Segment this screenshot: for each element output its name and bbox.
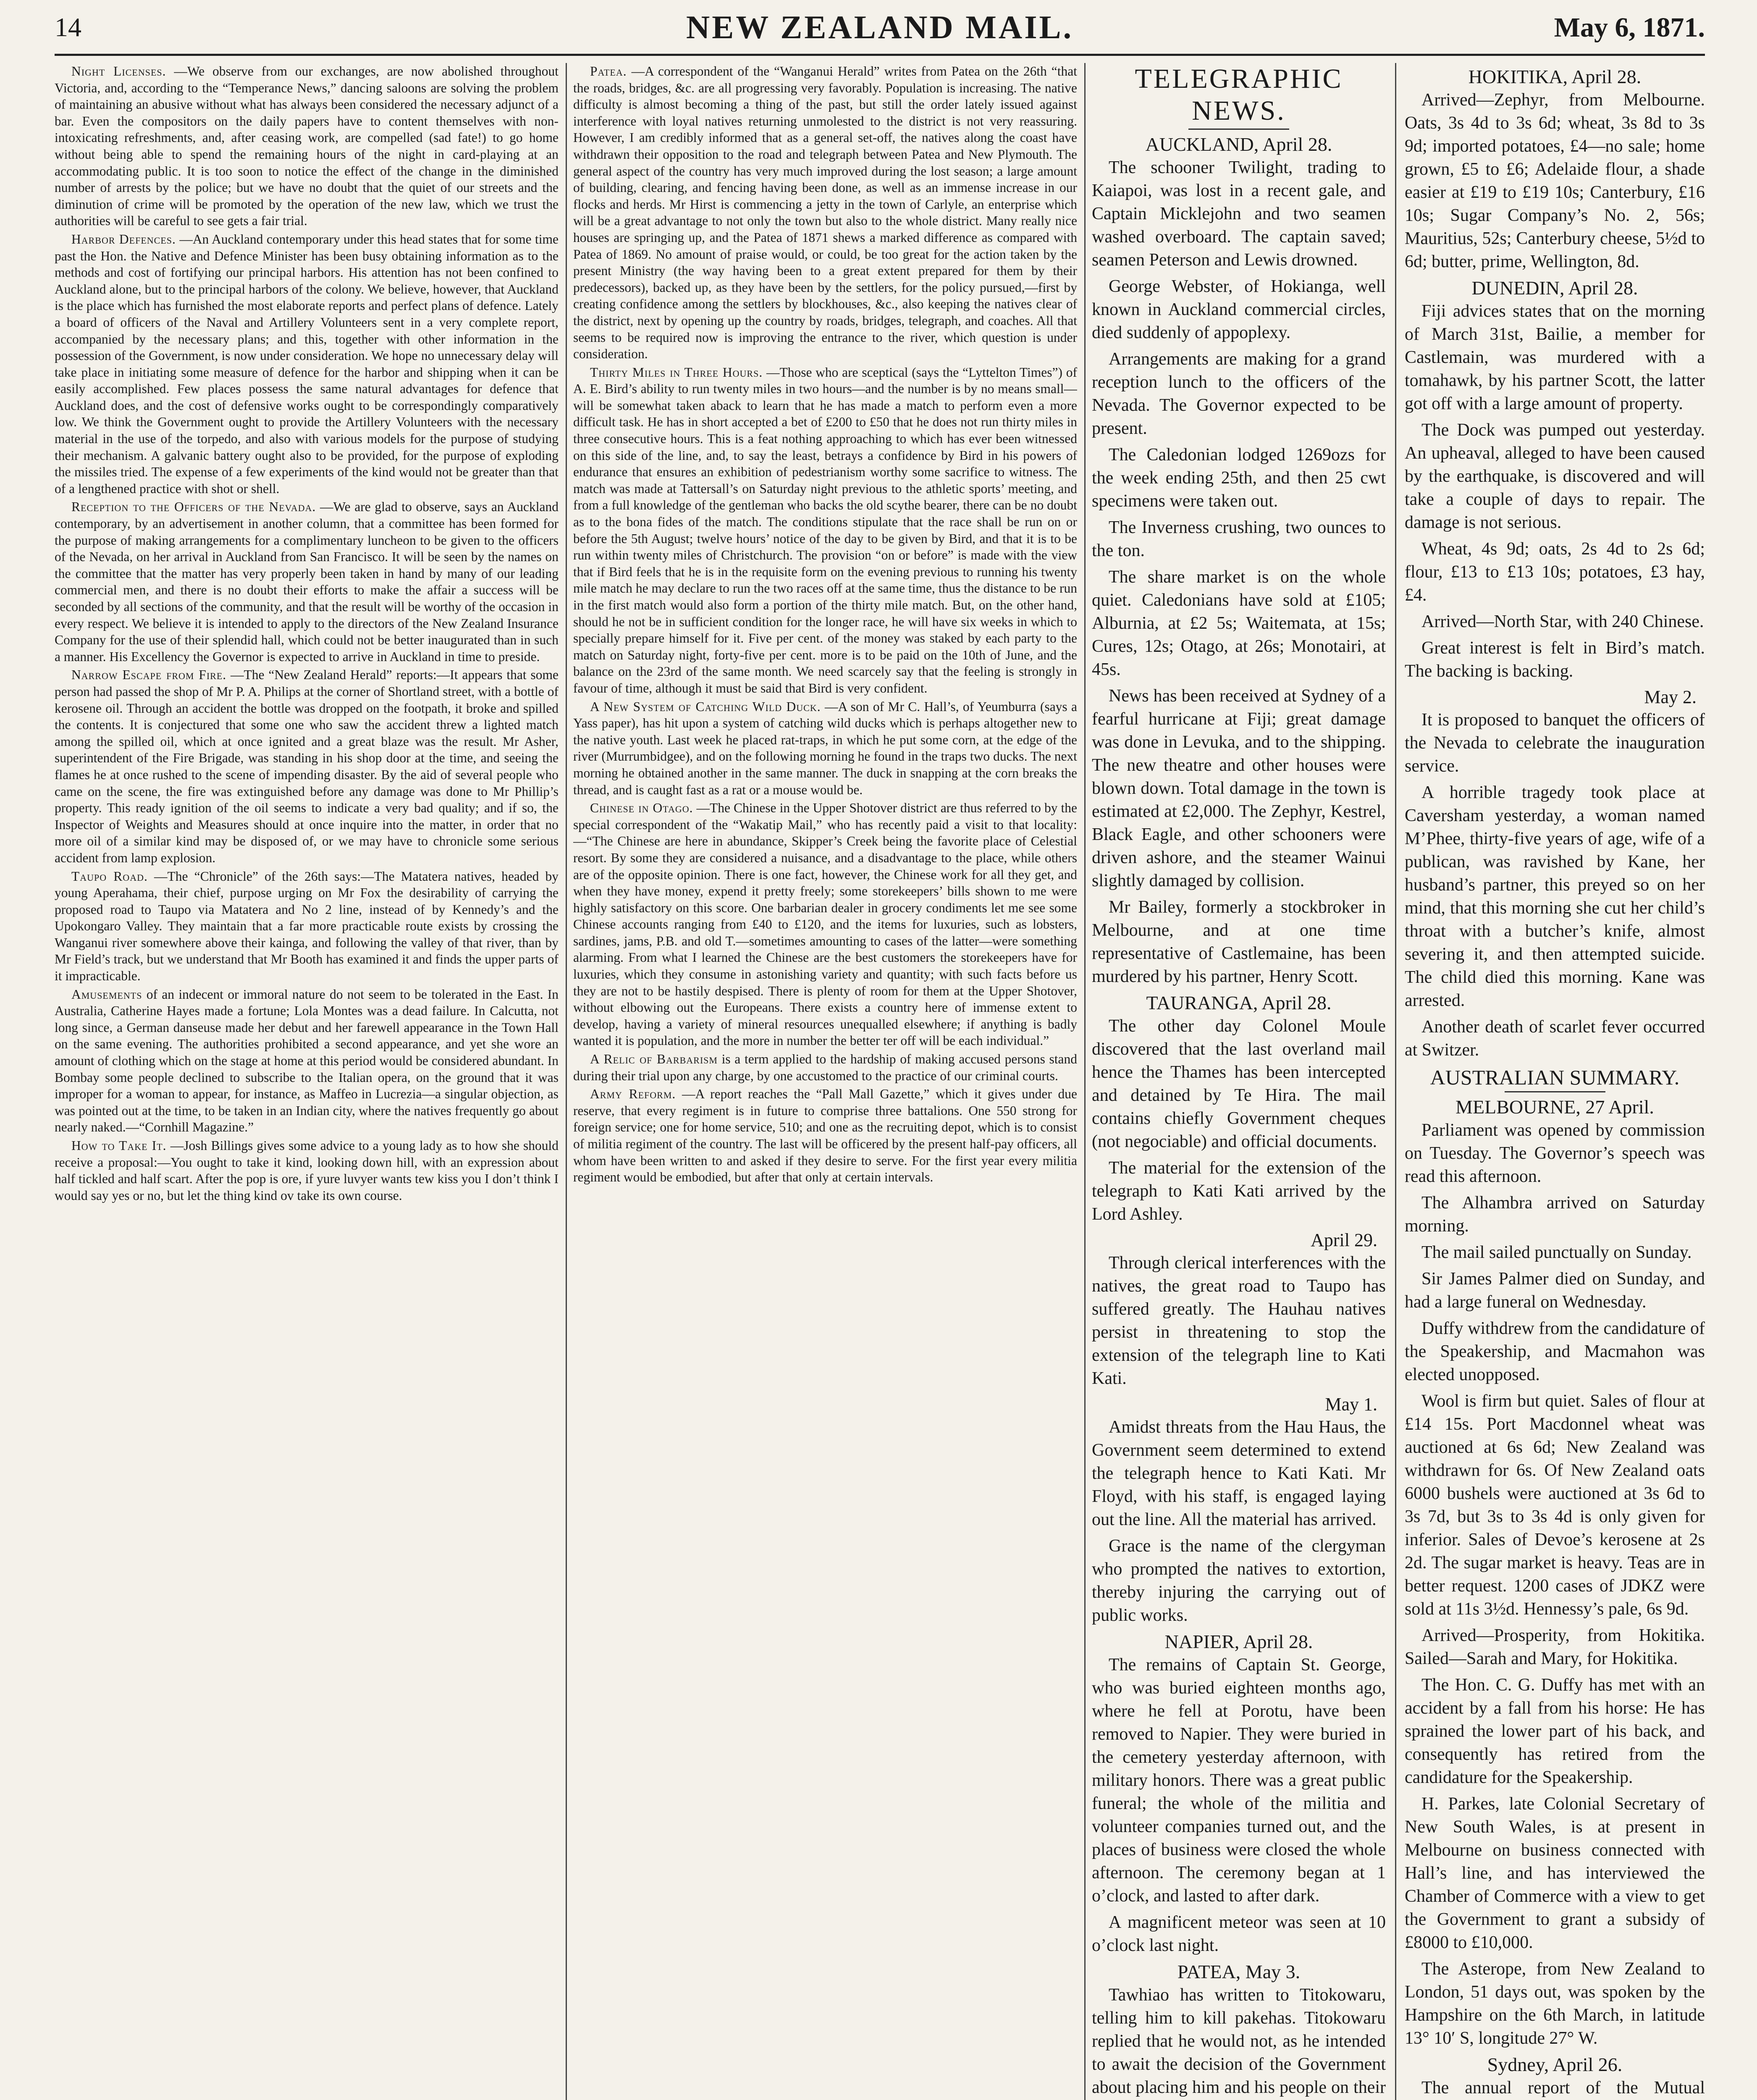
news-paragraph: Duffy withdrew from the candidature of the Speakership, and Macmahon was elected unopposed. <box>1405 1319 1705 1384</box>
issue-date: May 6, 1871. <box>1554 12 1705 43</box>
article-heading: Amusements <box>71 987 142 1002</box>
header-rule <box>55 54 1705 56</box>
article-heading: Army Reform. <box>590 1087 676 1102</box>
section-heading: AUSTRALIAN SUMMARY. <box>1430 1066 1680 1089</box>
article-text: —We observe from our exchanges, are now abolished throughout Victoria, and, according to the “Temperance News,” dancing saloons are solving the problem of maintaining an abusive without what has always been considered the necessary adjunct of a bar. Even the compositors on the daily papers have to content themselves with non-intoxicating refreshments, and, after ceasing work, are compelled (sad fate!) to go home without being able to spend the remaining hours of the night in card-playing at an accommodating public. It is too soon to notice the effect of the change in the diminished number of arrests by the police; but we have no doubt that the quiet of our streets and the diminution of crime will be promoted by the operation of the new law, which we trust the authorities will be careful to see gets a fair trial. <box>55 64 559 228</box>
article-paragraph <box>55 231 559 497</box>
article-text: of an indecent or immoral nature do not seem to be tolerated in the East. In Australia, Catherine Hayes made a fortune; Lola Montes was a dead failure. In Calcutta, not long since, a German danseuse made her debut and her farewell appearance in the Town Hall on the same evening. The authorities prohibited a second appearance, and yet she wore an amount of clothing which on the stage at home at this period would be considered abundant. In Bombay some people declined to subscribe to the Italian opera, on the ground that it was improper for a woman to appear, for instance, as Maffeo in Lucrezia—a singular objection, as was pointed out at the time, to be taken in an Indian city, where the natives frequently go about nearly naked.—“Cornhill Magazine.” <box>55 987 559 1135</box>
news-paragraph: H. Parkes, late Colonial Secretary of New South Wales, is at present in Melbourne on business connected with Hall’s line, and has interviewed the Chamber of Commerce with a view to get the Government to grant a subsidy of £8000 to £10,000. <box>1405 1794 1705 1952</box>
column-divider <box>1395 63 1396 2100</box>
article-heading: Thirty Miles in Three Hours. <box>590 365 763 380</box>
column-1 <box>55 63 559 2100</box>
article-paragraph <box>55 63 559 229</box>
news-paragraph: Fiji advices states that on the morning of March 31st, Bailie, a member for Castlemain, was murdered with a tomahawk, by his partner Scott, the latter got off with a large amount of property. <box>1405 302 1705 413</box>
article-text: is a term applied to the hardship of making accused persons stand during their trial upon any charge, by one accustomed to the practice of our criminal courts. <box>573 1052 1077 1083</box>
article-text: —Those who are sceptical (says the “Lyttelton Times”) of A. E. Bird’s ability to run twenty miles in two hours—and the number is by no means small—will be somewhat taken aback to learn that he has made a match to perform even a more difficult task. He has in short accepted a bet of £200 to £50 that he does not run thirty miles in three consecutive hours. This is a feat nothing approaching to which has ever been witnessed on this side of the line, and, to say the least, betrays a confidence by Bird in his powers of endurance that ensures an exhibition of pedestrianism worthy some sacrifice to witness. The match was made at Tattersall’s on Saturday night previous to the athletic sports’ meeting, and from a full knowledge of the gentleman who backs the old scythe bearer, there can be no doubt as to the bona fides of the match. The conditions stipulate that the race shall be run on or before the 5th August; twelve hours’ notice of the day to be given by Bird, and that it is to be run within twenty miles of Christchurch. The provision “on or before” is made with the view that if Bird feels that he is in the requisite form on the evening previous to running his twenty mile match he may declare to run the two races off at the same time, thus the distance to be run in the first match would also form a portion of the thirty mile match. But, on the other hand, should he not be in sufficient condition for the longer race, he will have six weeks in which to specially prepare himself for it. Five per cent. of the money was staked by each party to the match on Saturday night, forty-five per cent. more is to be paid on the 10th of June, and the balance on the 23rd of the same month. We need scarcely say that the feeling is strongly in favour of time, although it must be said that Bird is very confident. <box>573 365 1077 696</box>
article-heading: A New System of Catching Wild Duck. <box>590 699 821 714</box>
news-paragraph: Wool is firm but quiet. Sales of flour at £14 15s. Port Macdonnel wheat was auctioned at 6s 6d; New Zealand was withdrawn for 6s. Of New Zealand oats 6000 bushels were auctioned at 3s 6d to 3s 7d, but 3s to 3s 4d is only given for inferior. Sales of Devoe’s kerosene at 2s 2d. The sugar market is heavy. Teas are in better request. 1200 cases of JDKZ were sold at 11s 3½d. Hennessy’s pale, 6s 9d. <box>1405 1391 1705 1619</box>
news-paragraph: Sir James Palmer died on Sunday, and had a large funeral on Wednesday. <box>1405 1269 1705 1312</box>
newspaper-title: NEW ZEALAND MAIL. <box>686 9 1074 45</box>
news-paragraph: The other day Colonel Moule discovered that the last overland mail hence the Thames has been intercepted and detained by Te Hira. The mail contains chiefly Government cheques (not negociable) and official documents. <box>1092 1016 1386 1151</box>
news-paragraph: Great interest is felt in Bird’s match. The backing is backing. <box>1405 638 1705 681</box>
article-heading: Reception to the Officers of the Nevada. <box>71 499 316 514</box>
article-heading: Night Licenses. <box>71 64 166 79</box>
dateline: AUCKLAND, April 28. <box>1145 134 1332 155</box>
news-paragraph: The Inverness crushing, two ounces to the ton. <box>1092 518 1386 560</box>
news-paragraph: Arrived—North Star, with 240 Chinese. <box>1421 612 1704 631</box>
news-paragraph: The Alhambra arrived on Saturday morning. <box>1405 1193 1705 1236</box>
article-heading: How to Take It. <box>71 1138 167 1153</box>
article-text: —A report reaches the “Pall Mall Gazette,” which it gives under due reserve, that every regiment is in future to comprise three battalions. One 550 strong for foreign service; one for home service, 510; and one as the recruiting depot, which is to consist of militia regiment of the country. The last will be officered by the present half-pay officers, all whom have been written to and asked if they desire to serve. For the first year every militia regiment would be embodied, but after that only at certain intervals. <box>573 1087 1077 1185</box>
article-paragraph <box>55 667 559 866</box>
article-text: —A son of Mr C. Hall’s, of Yeumburra (says a Yass paper), has hit upon a system of catching wild ducks which is perhaps altogether new to the native youth. Last week he placed rat-traps, in which he put some corn, at the edge of the river (Murrumbidgee), and on the following morning he found in the traps two ducks. The next morning he obtained another in the same manner. The duck in snapping at the corn breaks the thread, and is caught fast as a rat or a mouse would be. <box>573 699 1077 797</box>
column-divider <box>1084 63 1086 2100</box>
news-paragraph: George Webster, of Hokianga, well known in Auckland commercial circles, died suddenly of appoplexy. <box>1092 277 1386 342</box>
section-rule <box>1505 1091 1605 1092</box>
dateline: MELBOURNE, 27 April. <box>1455 1096 1654 1118</box>
news-paragraph: The remains of Captain St. George, who was buried eighteen months ago, where he fell at Porotu, have been removed to Napier. They were buried in the cemetery yesterday afternoon, with military honors. There was a great public funeral; the whole of the militia and volunteer companies turned out, and the places of business were closed the whole afternoon. The ceremony began at 1 o’clock, and lasted to after dark. <box>1092 1655 1386 1906</box>
article-paragraph <box>55 868 559 984</box>
dateline-date: April 29. <box>1311 1230 1377 1250</box>
dateline: TAURANGA, April 28. <box>1146 992 1332 1013</box>
article-paragraph <box>55 986 559 1136</box>
article-heading: Taupo Road. <box>71 869 148 884</box>
news-paragraph: It is proposed to banquet the officers of the Nevada to celebrate the inauguration service. <box>1405 710 1705 776</box>
article-paragraph <box>55 499 559 665</box>
news-paragraph: Another death of scarlet fever occurred at Switzer. <box>1405 1017 1705 1060</box>
dateline: DUNEDIN, April 28. <box>1471 277 1638 299</box>
article-paragraph <box>573 364 1077 697</box>
news-paragraph: Amidst threats from the Hau Haus, the Government seem determined to extend the telegraph hence to Kati Kati. Mr Floyd, with his staff, is engaged laying out the line. All the material has arrived. <box>1092 1418 1386 1529</box>
column-2 <box>573 63 1077 2100</box>
article-paragraph <box>573 800 1077 1049</box>
dateline-date: May 2. <box>1644 687 1697 707</box>
news-paragraph: The Asterope, from New Zealand to London, 51 days out, was spoken by the Hampshire on the 6th March, in latitude 13° 10′ S, longitude 27° W. <box>1405 1959 1705 2048</box>
article-text: —The Chinese in the Upper Shotover district are thus referred to by the special correspondent of the “Wakatip Mail,” who has recently paid a visit to that locality:—“The Chinese are here in abundance, Skipper’s Creek being the favorite place of Celestial resort. By some they are considered a nuisance, and a disadvantage to the place, while others are of the opposite opinion. There is one fact, however, the Chinese work for all they get, and when they have money, expend it pretty freely; some storekeepers’ bills shown to me were highly satisfactory on this score. One barbarian dealer in grocery condiments let me see some Chinese accounts ranging from £40 to £120, and the items for luxuries, such as lobsters, sardines, jams, P.B. and old T.—sometimes amounting to cases of the latter—were something alarming. From what I learned the Chinese are the best customers the storekeepers have for luxuries, which they consume in astonishing variety and quantity; with such facts before us they are not to be hastily despised. There is plenty of room for them at the Upper Shotover, without elbowing out the Europeans. There exists a country here of immense extent to develop, having a variety of mineral resources unequalled elsewhere; if anything is badly wanted it is population, and the more in number the better ter off will be each individual.” <box>573 801 1077 1048</box>
news-paragraph: Through clerical interferences with the natives, the great road to Taupo has suffered greatly. The Hauhau natives persist in threatening to stop the extension of the telegraph line to Kati Kati. <box>1092 1253 1386 1388</box>
column-telegraphic-news <box>1092 63 1386 2100</box>
news-paragraph: News has been received at Sydney of a fearful hurricane at Fiji; great damage was done in Levuka, and to the shipping. The new theatre and other houses were blown down. Total damage in the town is estimated at £2,000. The Zephyr, Kestrel, Black Eagle, and other schooners were driven ashore, and the steamer Wainui slightly damaged by collision. <box>1092 686 1386 890</box>
column-divider <box>566 63 567 2100</box>
column-4 <box>1405 63 1705 2100</box>
article-text: —We are glad to observe, says an Auckland contemporary, by an advertisement in another column, that a committee has been formed for the purpose of making arrangements for a complimentary luncheon to be given to the officers of the Nevada, on her arrival in Auckland from San Francisco. It will be seen by the names on the committee that the matter has very properly been taken in hand by many of our leading commercial men, and there is no doubt their efforts to make the affair a success will be seconded by all sections of the community, and that the result will be worthy of the occasion in every respect. We believe it is intended to apply to the directors of the New Zealand Insurance Company for the use of their splendid hall, which could not be better inaugurated than in such a manner. His Excellency the Governor is expected to arrive in Auckland in time to preside. <box>55 499 559 664</box>
news-paragraph: The mail sailed punctually on Sunday. <box>1421 1243 1692 1262</box>
news-paragraph: Grace is the name of the clergyman who prompted the natives to extortion, thereby injuring the carrying out of public works. <box>1092 1536 1386 1625</box>
masthead <box>55 8 1705 50</box>
news-paragraph: Mr Bailey, formerly a stockbroker in Melbourne, and at one time representative of Castlemaine, has been murdered by his partner, Henry Scott. <box>1092 898 1386 986</box>
dateline: HOKITIKA, April 28. <box>1468 66 1642 87</box>
article-text: —The “Chronicle” of the 26th says:—The Matatera natives, headed by young Aperahama, their chief, purpose urging on Mr Fox the desirability of carrying the proposed road to Taupo via Matatera and No 2 line, instead of by Kennedy’s and the Upokongaro Valley. They maintain that a far more practicable route exists by crossing the Wanganui river somewhere above their kainga, and following the valley of that river, than by Mr Field’s track, but we understand that Mr Booth has examined it and finds the upper parts of it impracticable. <box>55 869 559 984</box>
section-rule <box>1188 129 1289 130</box>
article-paragraph <box>573 1086 1077 1186</box>
news-paragraph: A magnificent meteor was seen at 10 o’clock last night. <box>1092 1913 1386 1955</box>
news-paragraph: A horrible tragedy took place at Caversham yesterday, a woman named M’Phee, thirty-five years of age, wife of a publican, was ravished by Kane, her husband’s partner, this preyed so on her mind, that this morning she cut her child’s throat with a butcher’s knife, almost severing it, and then attempted suicide. The child died this morning. Kane was arrested. <box>1405 783 1705 1010</box>
news-paragraph: The annual report of the Mutual <box>1421 2078 1705 2097</box>
news-paragraph: Arrived—Zephyr, from Melbourne. Oats, 3s 4d to 3s 6d; wheat, 3s 8d to 3s 9d; imported potatoes, £4—no sale; home grown, £5 to £6; Adelaide flour, a shade easier at £19 to £19 10s; Canterbury, £16 10s; Sugar Company’s No. 2, 56s; Mauritius, 52s; Canterbury cheese, 5½d to 6d; butter, prime, Wellington, 8d. <box>1405 90 1705 271</box>
news-paragraph: Arrangements are making for a grand reception lunch to the officers of the Nevada. The Governor expected to be present. <box>1092 349 1386 438</box>
article-heading: Narrow Escape from Fire. <box>71 667 227 682</box>
news-paragraph: The Dock was pumped out yesterday. An upheaval, alleged to have been caused by the earthquake, is discovered and will take a couple of days to repair. The damage is not serious. <box>1405 420 1705 532</box>
news-paragraph: Arrived—Prosperity, from Hokitika. Sailed—Sarah and Mary, for Hokitika. <box>1405 1626 1705 1668</box>
news-paragraph: The Hon. C. G. Duffy has met with an accident by a fall from his horse: He has sprained the lower part of his back, and consequently has retired from the candidature for the Speakership. <box>1405 1675 1705 1787</box>
news-paragraph: Wheat, 4s 9d; oats, 2s 4d to 2s 6d; flour, £13 to £13 10s; potatoes, £3 hay, £4. <box>1405 539 1705 605</box>
article-heading: A Relic of Barbarism <box>590 1052 718 1067</box>
article-paragraph <box>573 1051 1077 1084</box>
page-number: 14 <box>55 12 81 42</box>
article-text: —Josh Billings gives some advice to a young lady as to how she should receive a proposal:—You ought to take it kind, looking down hill, with an expression about half tickled and half scart. After the pop is ore, if yure luvyer wants tew kiss you I don’t think I would say yes or no, but let the thing kind ov take its own course. <box>55 1138 559 1203</box>
dateline: PATEA, May 3. <box>1177 1961 1301 1982</box>
dateline: Sydney, April 26. <box>1487 2054 1623 2075</box>
news-paragraph: The material for the extension of the telegraph to Kati Kati arrived by the Lord Ashley. <box>1092 1158 1386 1224</box>
article-paragraph <box>573 63 1077 362</box>
news-paragraph: Tawhiao has written to Titokowaru, telling him to kill pakehas. Titokowaru replied that he would not, as he intended to await the decision of the Government about placing him and his people on their <box>1092 1985 1386 2097</box>
news-paragraph: The schooner Twilight, trading to Kaiapoi, was lost in a recent gale, and Captain Micklejohn and two seamen washed overboard. The captain saved; seamen Peterson and Lewis drowned. <box>1092 158 1386 270</box>
news-paragraph: The share market is on the whole quiet. Caledonians have sold at £105; Alburnia, at £2 5s; Waitemata, at 15s; Cures, 12s; Otago, at 26s; Monotairi, at 45s. <box>1092 567 1386 679</box>
article-paragraph <box>573 698 1077 798</box>
article-text: —A correspondent of the “Wanganui Herald” writes from Patea on the 26th “that the roads, bridges, &c. are all progressing very favorably. Population is increasing. The native difficulty is almost becoming a thing of the past, but still the order lately issued against interference with loyal natives returning unmolested to the district is not very reassuring. However, I am credibly informed that as a general set-off, the natives along the coast have withdrawn their opposition to the road and telegraph between Patea and New Plymouth. The general aspect of the country has very much improved during the lost season; a large amount of building, clearing, and fencing having been done, as well as an immense increase in our flocks and herds. Mr Hirst is commencing a jetty in the town of Carlyle, an enterprise which will be a great advantage to not only the town but also to the whole district. Many really nice houses are springing up, and the Patea of 1871 shews a marked difference as compared with Patea of 1869. No amount of praise would, or could, be too great for the action taken by the present Ministry (the way having been to a great extent prepared for them by their predecessors), backed up, as they have been by the settlers, for the policy pursued,—first by creating confidence among the settlers by blockhouses, &c., also keeping the natives clear of the district, next by opening up the country by roads, bridges, telegraph, and coaches. All that seems to be required now is improving the entrance to the river, which question is under consideration. <box>573 64 1077 362</box>
dateline-date: May 1. <box>1325 1394 1377 1415</box>
article-heading: Patea. <box>590 64 627 79</box>
news-paragraph: Parliament was opened by commission on Tuesday. The Governor’s speech was read this afternoon. <box>1405 1121 1705 1186</box>
article-heading: Chinese in Otago. <box>590 801 693 816</box>
article-text: —An Auckland contemporary under this head states that for some time past the Hon. the Native and Defence Minister has been busy obtaining information as to the methods and cost of fortifying our principal harbors. His attention has not been confined to Auckland alone, but to the principal harbors of the colony. We believe, however, that Auckland is the place which has furnished the most elaborate reports and perfect plans of defence. Lately a board of officers of the Naval and Artillery Volunteers sent in a very complete report, accompanied by the necessary plans; and this, together with other information in the possession of the Government, is now under consideration. We hope no unnecessary delay will take place in initiating some measure of defence for the harbor and shipping when it can be easily accomplished. Few places possess the same natural advantages for defence that Auckland does, and the cost of defensive works ought to be correspondingly comparatively low. We think the Government ought to provide the Artillery Volunteers with the necessary material in the use of the torpedo, and also with various models for the purpose of studying their mechanism. A galvanic battery ought also to be provided, for the purpose of exploding the missiles tried. The expense of a few experiments of the kind would not be greater than that of a lengthened practice with shot or shell. <box>55 231 559 496</box>
article-text: —The “New Zealand Herald” reports:—It appears that some person had passed the shop of Mr P. A. Philips at the corner of Shortland street, with a bottle of kerosene oil. Through an accident the bottle was dropped on the footpath, it broke and spilled the contents. It is conjectured that some one who saw the accident threw a lighted match among the spilled oil, which at once ignited and a great blaze was the result. Mr Asher, superintendent of the Fire Brigade, was standing in his shop door at the time, and seeing the flames he at once rushed to the scene of impending disaster. By the aid of several people who came on the scene, the fire was extinguished before any damage was done to Mr Phillip’s property. This ready ignition of the oil seems to indicate a very bad quality; and if so, the Inspector of Weights and Measures should at once inquire into the matter, in order that no more oil of a similar kind may be disposed of, or we may have to chronicle some serious accident from lamp explosion. <box>55 667 559 865</box>
section-title: TELEGRAPHIC NEWS. <box>1135 63 1343 126</box>
article-paragraph <box>55 1137 559 1204</box>
dateline: NAPIER, April 28. <box>1164 1631 1313 1652</box>
article-heading: Harbor Defences. <box>71 231 176 247</box>
news-paragraph: The Caledonian lodged 1269ozs for the week ending 25th, and then 25 cwt specimens were taken out. <box>1092 445 1386 511</box>
